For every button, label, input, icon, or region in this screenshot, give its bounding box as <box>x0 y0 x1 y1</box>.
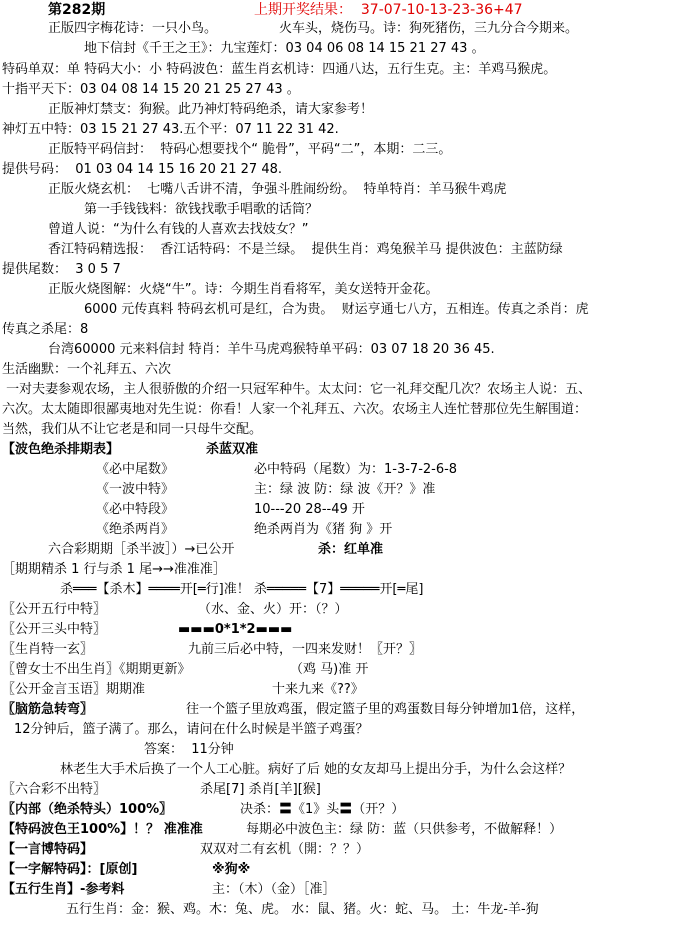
line-half-wave: 六合彩期期［杀半波］）→已公开 <box>48 542 235 557</box>
label-public-three-heads: 〖公开三头中特〗 <box>2 622 107 637</box>
label-five-elements-zodiac: 【五行生肖】-参考料 <box>2 882 125 897</box>
kill-table-title-right: 杀蓝双准 <box>206 442 259 457</box>
line-meihua-poem: 正版四字梅花诗：一只小鸟。 火车头，烧伤马。诗：狗死猪伤，三九分合今期来。 <box>48 21 578 36</box>
line-provided-tails: 提供尾数： 3 0 5 7 <box>2 262 121 277</box>
line-heart-joke: 林老生大手术后换了一个人工心脏。病好了后 她的女友却马上提出分手，为什么会这样？ <box>60 762 572 777</box>
kill-table-row-label: 《绝杀两肖》 <box>96 522 175 537</box>
kill-table-row-value: 必中特码（尾数）为：1-3-7-2-6-8 <box>254 462 458 477</box>
brain-teaser-question-1: 往一个篮子里放鸡蛋，假定篮子里的鸡蛋数目每分钟增加1倍，这样， <box>186 702 585 717</box>
last-draw-result: 上期开奖结果： 37-07-10-13-23-36+47 <box>254 2 523 18</box>
label-golden-words: 〖公开金言玉语〗期期准 <box>2 682 146 697</box>
issue-number: 第282期 <box>48 2 106 18</box>
value-public-three-heads: ▬▬▬0*1*2▬▬▬ <box>178 622 293 637</box>
line-lamp-five: 神灯五中特：03 15 21 27 43.五个平：07 11 22 31 42. <box>2 122 339 137</box>
value-no-special: 杀尾[7] 杀肖[羊][猴] <box>200 782 321 797</box>
line-kill-wood-seven: 杀═══【杀木】════开[═行]准！ 杀═════【7】═════开[═尾] <box>60 582 424 597</box>
kill-table-row-value: 10---20 28--49 开 <box>254 502 365 517</box>
line-taiwan-envelope: 台湾60000 元来料信封 特肖：羊牛马虎鸡猴特单平码：03 07 18 20 36 45. <box>48 342 495 357</box>
label-zodiac-mystery: 〖生肖特一玄〗 <box>2 642 94 657</box>
line-taoist-says: 曾道人说：“为什么有钱的人喜欢去找妓女？” <box>48 222 309 237</box>
label-wave-king: 【特码波色王100%】！？ 准准准 <box>2 822 203 837</box>
value-one-word-bet: 双双对二有玄机（開：？？） <box>200 842 370 857</box>
label-ms-zeng: 〖曾女士不出生肖〗《期期更新》 <box>2 662 191 677</box>
line-humor-1: 一对夫妻参观农场，主人很骄傲的介绍一只冠军种牛。太太问：它一礼拜交配几次？农场主人说：五、 <box>2 382 592 397</box>
value-one-char-solve: ※狗※ <box>212 862 251 877</box>
line-first-hand: 第一手钱钱料：欲钱找歌手唱歌的话筒？ <box>84 202 319 217</box>
kill-table-row-value: 绝杀两肖为《猪 狗 》开 <box>254 522 393 537</box>
line-provided-numbers: 提供号码： 01 03 04 14 15 16 20 21 27 48. <box>2 162 283 177</box>
line-five-elements-list: 五行生肖：金：猴、鸡。木：兔、虎。 水：鼠、猪。火：蛇、马。 土：牛龙-羊-狗 <box>66 902 539 917</box>
line-kill-red-single: 杀：红单准 <box>318 542 384 557</box>
label-internal-kill-head: 〖内部（绝杀特头）100%〗 <box>2 802 173 817</box>
line-envelope-code: 正版特平码信封： 特码心想要找个“ 脆骨”，平码“二”，本期：二三。 <box>48 142 452 157</box>
label-one-char-solve: 【一字解特码】：[原创] <box>2 862 138 877</box>
line-lamp-ban: 正版神灯禁支：狗猴。此乃神灯特码绝杀，请大家参考！ <box>48 102 374 117</box>
kill-table-row-value: 主：绿 波 防：绿 波《开？》准 <box>254 482 436 497</box>
value-golden-words: 十来九来《??》 <box>272 682 364 697</box>
line-fax-kill-tail: 传真之杀尾：8 <box>2 322 89 337</box>
line-humor-2: 六次。太太随即很鄙夷地对先生说：你看！人家一个礼拜五、六次。农场主人连忙替那位先生解围道： <box>2 402 588 417</box>
line-underground-envelope: 地下信封《千王之王》：九宝莲灯：03 04 06 08 14 15 21 27 43 。 <box>84 41 485 56</box>
line-hongkong-report: 香江特码精选报： 香江话特码：不是兰绿。 提供生肖：鸡兔猴羊马 提供波色：主蓝防绿 <box>48 242 563 257</box>
value-public-five-elements: （水、金、火）开：（？） <box>198 602 348 617</box>
label-no-special: 〖六合彩不出特〗 <box>2 782 107 797</box>
value-wave-king: 每期必中波色主：绿 防：蓝（只供参考，不做解释！） <box>246 822 563 837</box>
kill-table-title: 【波色绝杀排期表】 <box>2 442 120 457</box>
line-humor-title: 生活幽默：一个礼拜五、六次 <box>2 362 172 377</box>
line-ten-fingers: 十指平天下：03 04 08 14 15 20 21 25 27 43 。 <box>2 82 300 97</box>
kill-table-row-label: 《必中特段》 <box>96 502 175 517</box>
kill-table-row-label: 《一波中特》 <box>96 482 175 497</box>
line-fire-diagram: 正版火烧图解：火烧“牛”。诗：今期生肖看将军，美女送特开金花。 <box>48 282 439 297</box>
label-public-five-elements: 〖公开五行中特〗 <box>2 602 107 617</box>
line-special-parity: 特码单双：单 特码大小：小 特码波色：蓝生肖玄机诗：四通八达，五行生克。主：羊鸡马猴虎。 <box>2 62 557 77</box>
label-brain-teaser: 〖脑筋急转弯〗 <box>2 702 94 717</box>
line-fax-material: 6000 元传真料 特码玄机可是红，合为贵。 财运亨通七八方，五相连。传真之杀肖：虎 <box>84 302 589 317</box>
value-internal-kill-head: 决杀：〓《1》头〓（开？） <box>240 802 405 817</box>
kill-table-row-label: 《必中尾数》 <box>96 462 175 477</box>
value-ms-zeng: （鸡 马)准 开 <box>290 662 369 677</box>
line-humor-3: 当然，我们从不让它老是和同一只母牛交配。 <box>2 422 263 437</box>
label-one-word-bet: 【一言博特码】 <box>2 842 94 857</box>
line-period-kill: ［期期精杀 1 行与杀 1 尾→→准准准］ <box>2 562 226 577</box>
line-fire-mystery: 正版火烧玄机： 七嘴八舌讲不清，争强斗胜闹纷纷。 特单特肖：羊马猴牛鸡虎 <box>48 182 507 197</box>
value-zodiac-mystery: 九前三后必中特，一四来发财！〖开？〗 <box>188 642 423 657</box>
brain-teaser-question-2: 12分钟后，篮子满了。那么，请问在什么时候是半篮子鸡蛋？ <box>14 722 369 737</box>
value-five-elements-zodiac: 主：（木）（金）［准］ <box>212 882 336 897</box>
brain-teaser-answer: 答案： 11分钟 <box>144 742 234 757</box>
